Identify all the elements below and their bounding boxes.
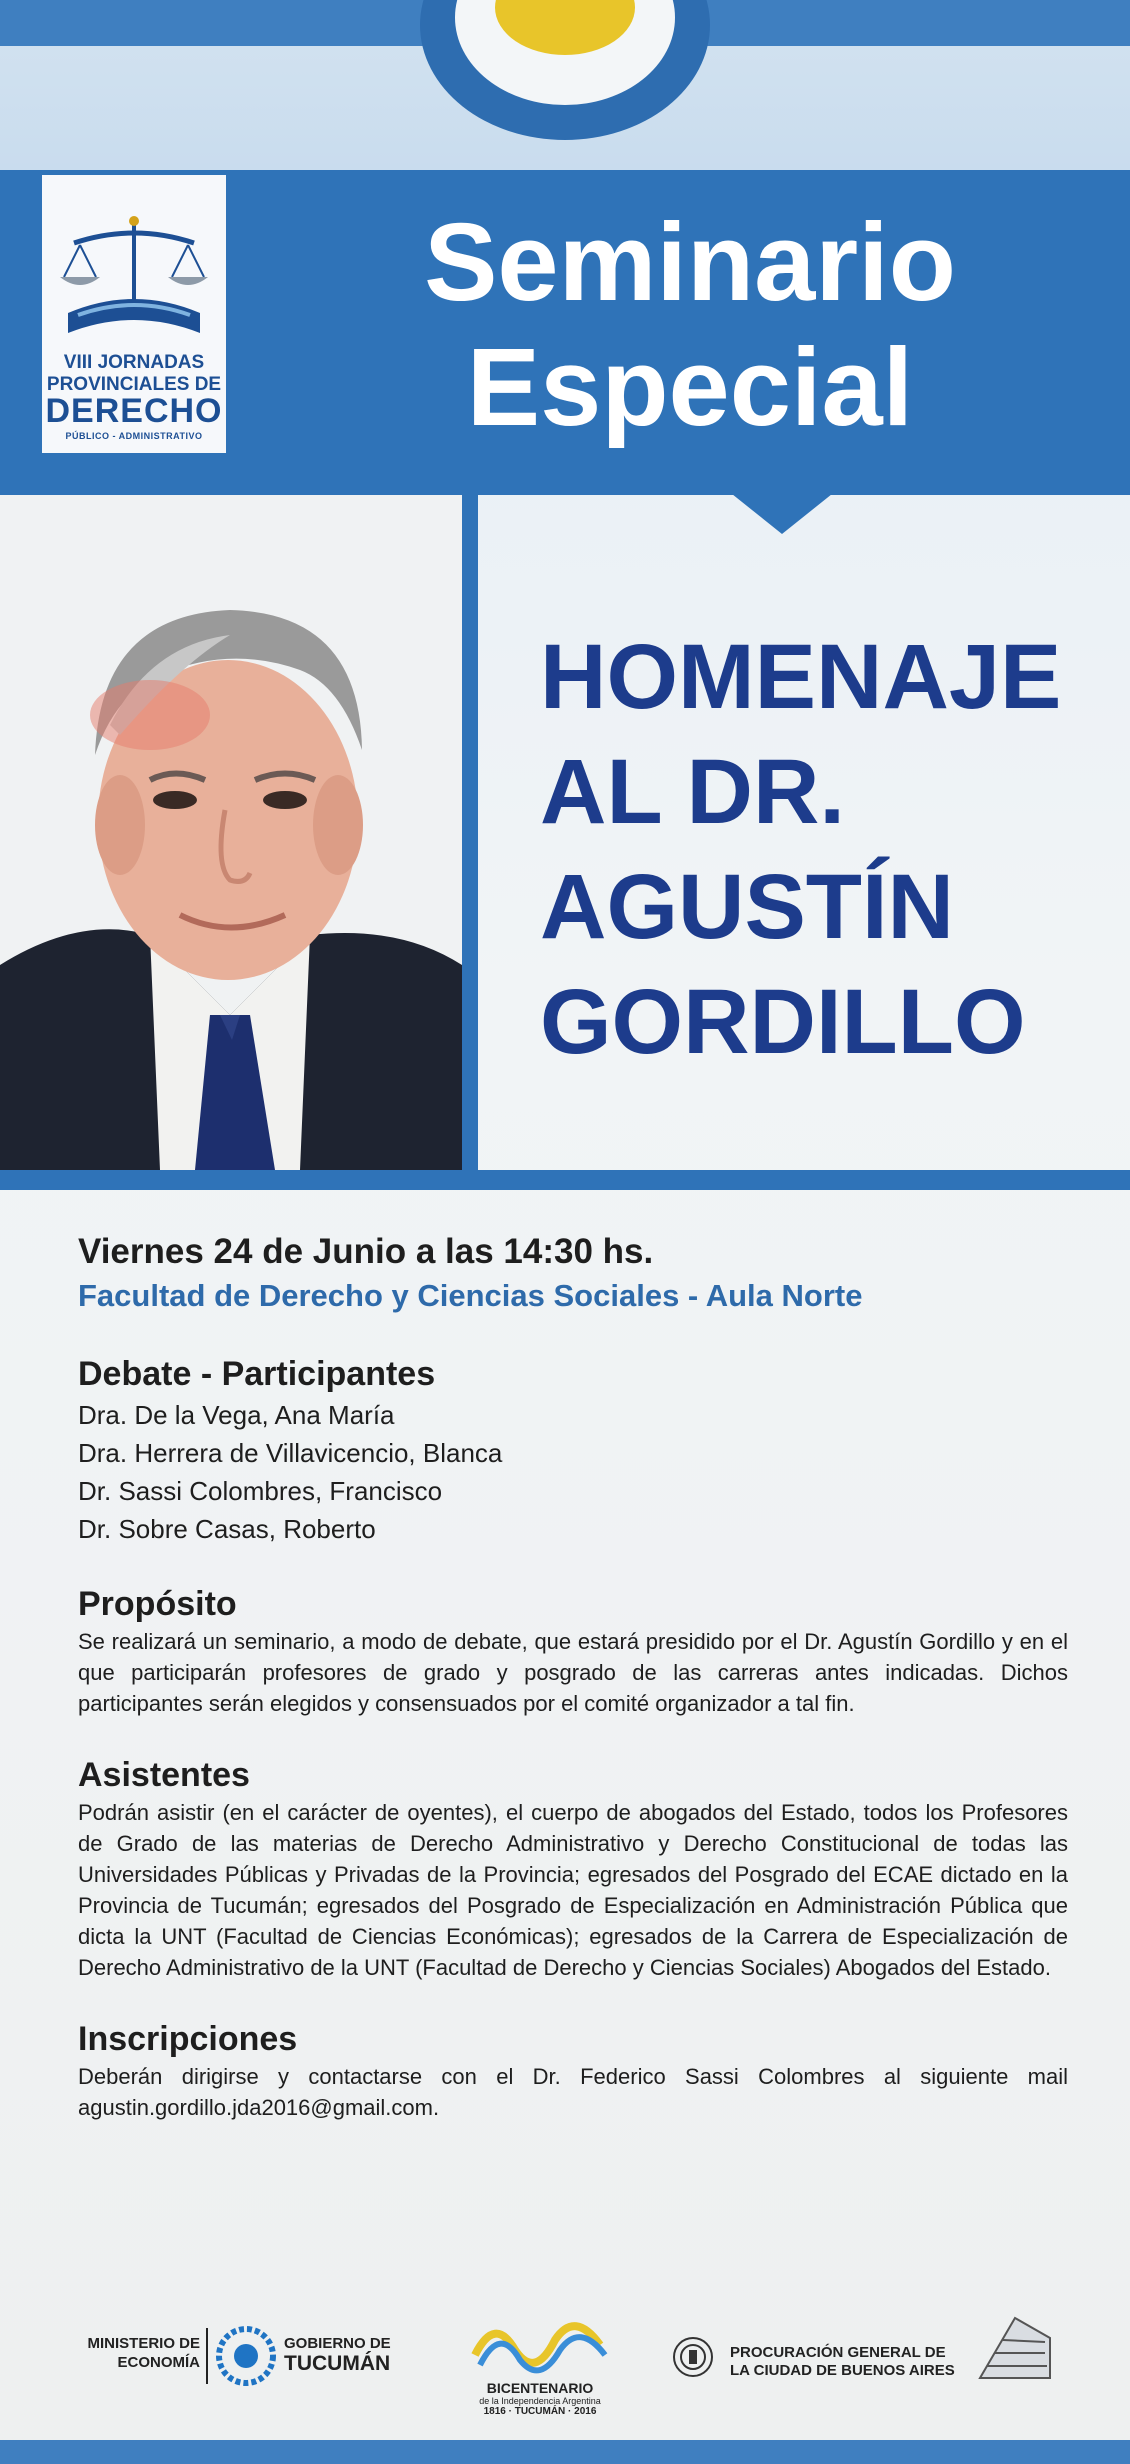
bicentenario-line-1: BICENTENARIO <box>486 2380 594 2396</box>
title-line-2: Especial <box>466 326 914 449</box>
title-line-1: Seminario <box>424 201 956 324</box>
event-date: Viernes 24 de Junio a las 14:30 hs. <box>78 1232 654 1271</box>
logo-line-3: DERECHO <box>45 392 223 430</box>
event-venue: Facultad de Derecho y Ciencias Sociales - Aula Norte <box>78 1278 863 1313</box>
gobierno-line-1: GOBIERNO DE <box>284 2335 391 2352</box>
speech-pointer <box>732 494 832 534</box>
ministerio-line-1: MINISTERIO DE <box>87 2335 200 2352</box>
bicentenario-line-2: de la Independencia Argentina <box>479 2396 601 2406</box>
vertical-divider <box>462 495 478 1175</box>
debate-heading: Debate - Participantes <box>78 1355 436 1393</box>
gobierno-logo <box>284 2334 391 2375</box>
procuracion-seal-icon <box>672 2336 714 2378</box>
participant-item: Dr. Sobre Casas, Roberto <box>78 1514 376 1544</box>
participant-item: Dr. Sassi Colombres, Francisco <box>78 1476 443 1506</box>
proposito-text: Se realizará un seminario, a modo de debate, que estará presidido por el Dr. Agustín Gordillo y en el que participarán profesores de grado y posgrado de las carreras antes indicadas. Dichos participantes serán elegidos y consensuados por el comité organizador a tal fin. <box>78 1629 1068 1716</box>
logo-line-4: PÚBLICO - ADMINISTRATIVO <box>65 431 203 441</box>
procuracion-line-1: PROCURACIÓN GENERAL DE <box>730 2344 946 2361</box>
portrait-photo <box>0 495 462 1170</box>
proposito-heading: Propósito <box>78 1585 237 1623</box>
ministerio-logo <box>80 2334 200 2372</box>
participant-list <box>78 1396 1068 1548</box>
procuracion-logo <box>730 2344 955 2380</box>
inscripciones-text: Deberán dirigirse y contactarse con el Dr. Federico Sassi Colombres al siguiente mail agustin.gordillo.jda2016@gmail.com. <box>78 2064 1068 2120</box>
tribute-line-4: GORDILLO <box>540 971 1026 1073</box>
tribute-line-3: AGUSTÍN <box>540 856 954 958</box>
ministerio-line-2: ECONOMÍA <box>117 2354 200 2371</box>
seminar-title <box>300 200 1080 450</box>
tribute-line-1: HOMENAJE <box>540 626 1062 728</box>
building-icon <box>975 2308 1055 2388</box>
logo-line-1: VIII JORNADAS <box>63 352 205 373</box>
jornadas-logo <box>42 175 226 453</box>
asistentes-text: Podrán asistir (en el carácter de oyentes), el cuerpo de abogados del Estado, todos los Profesores de Grado de las materias de Derecho Administrativo y Derecho Constitucional de todas las Universidades Públicas y Privadas de la Provincia; egresados del Posgrado del ECAE dictado en la Provincia de Tucumán; egresados del Posgrado de Especialización en Administración Pública que dicta la UNT (Facultad de Ciencias Económicas); egresados de la Carrera de Especialización de Derecho Administrativo de la UNT (Facultad de Derecho y Ciencias Sociales) Abogados del Estado. <box>78 1800 1068 1980</box>
procuracion-line-2: LA CIUDAD DE BUENOS AIRES <box>730 2362 955 2379</box>
horizontal-divider <box>0 1170 1130 1190</box>
sponsor-footer <box>0 2290 1130 2430</box>
participant-item: Dra. De la Vega, Ana María <box>78 1400 395 1430</box>
gobierno-sun-icon <box>216 2326 276 2386</box>
bottom-band <box>0 2440 1130 2464</box>
logo-line-2: PROVINCIALES DE <box>46 374 222 395</box>
scales-of-justice-icon <box>56 215 212 350</box>
participant-item: Dra. Herrera de Villavicencio, Blanca <box>78 1438 503 1468</box>
inscripciones-heading: Inscripciones <box>78 2020 298 2058</box>
bicentenario-logo <box>450 2310 630 2417</box>
asistentes-heading: Asistentes <box>78 1756 250 1794</box>
bicentenario-emblem-icon <box>470 2310 610 2380</box>
bicentenario-line-3: 1816 · TUCUMÁN · 2016 <box>483 2406 597 2417</box>
tribute-line-2: AL DR. <box>540 741 845 843</box>
footer-separator <box>206 2328 208 2384</box>
gobierno-line-2: TUCUMÁN <box>284 2352 391 2375</box>
event-details <box>78 1230 1068 2123</box>
tribute-title <box>540 620 1100 1080</box>
portrait-image <box>0 495 462 1170</box>
